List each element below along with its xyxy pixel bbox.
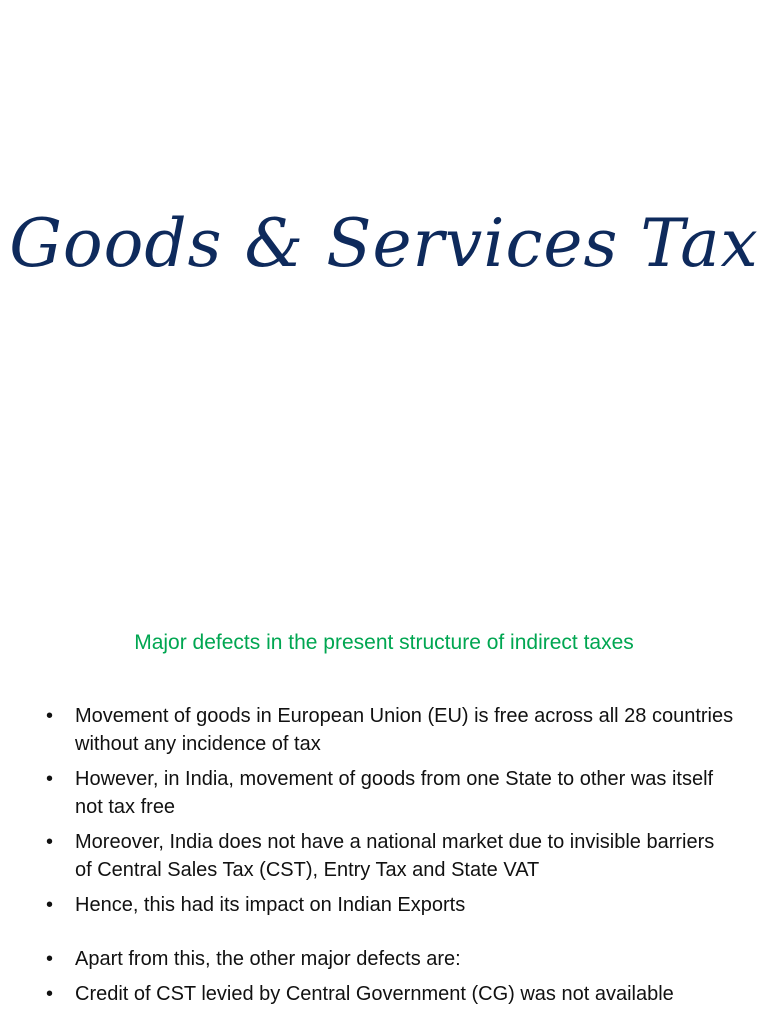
bullet-text: Movement of goods in European Union (EU) is free across all 28 countries without any incidence of tax: [75, 705, 734, 755]
bullet-list: [46, 702, 736, 1015]
bullet-item: [46, 828, 736, 884]
bullet-item: [46, 980, 736, 1008]
bullet-icon: •: [46, 768, 54, 790]
bullet-icon: •: [46, 831, 54, 853]
bullet-icon: •: [46, 894, 54, 916]
slide-title: Goods & Services Tax: [9, 205, 759, 282]
bullet-text: Apart from this, the other major defects are:: [75, 948, 461, 970]
bullet-icon: •: [46, 705, 54, 727]
bullet-item: [46, 765, 736, 821]
bullet-item: [46, 891, 736, 919]
bullet-item: [46, 945, 736, 973]
bullet-text: Credit of CST levied by Central Government (CG) was not available: [75, 983, 674, 1005]
bullet-icon: •: [46, 983, 54, 1005]
section-heading: Major defects in the present structure of indirect taxes: [134, 631, 634, 654]
bullet-text: Hence, this had its impact on Indian Exports: [75, 894, 466, 916]
bullet-icon: •: [46, 948, 54, 970]
bullet-text: However, in India, movement of goods from one State to other was itself not tax free: [75, 768, 714, 818]
bullet-text: Moreover, India does not have a national market due to invisible barriers of Central Sales Tax (CST), Entry Tax and State VAT: [75, 831, 715, 881]
bullet-item: [46, 702, 736, 758]
content-slide: [0, 576, 768, 1024]
